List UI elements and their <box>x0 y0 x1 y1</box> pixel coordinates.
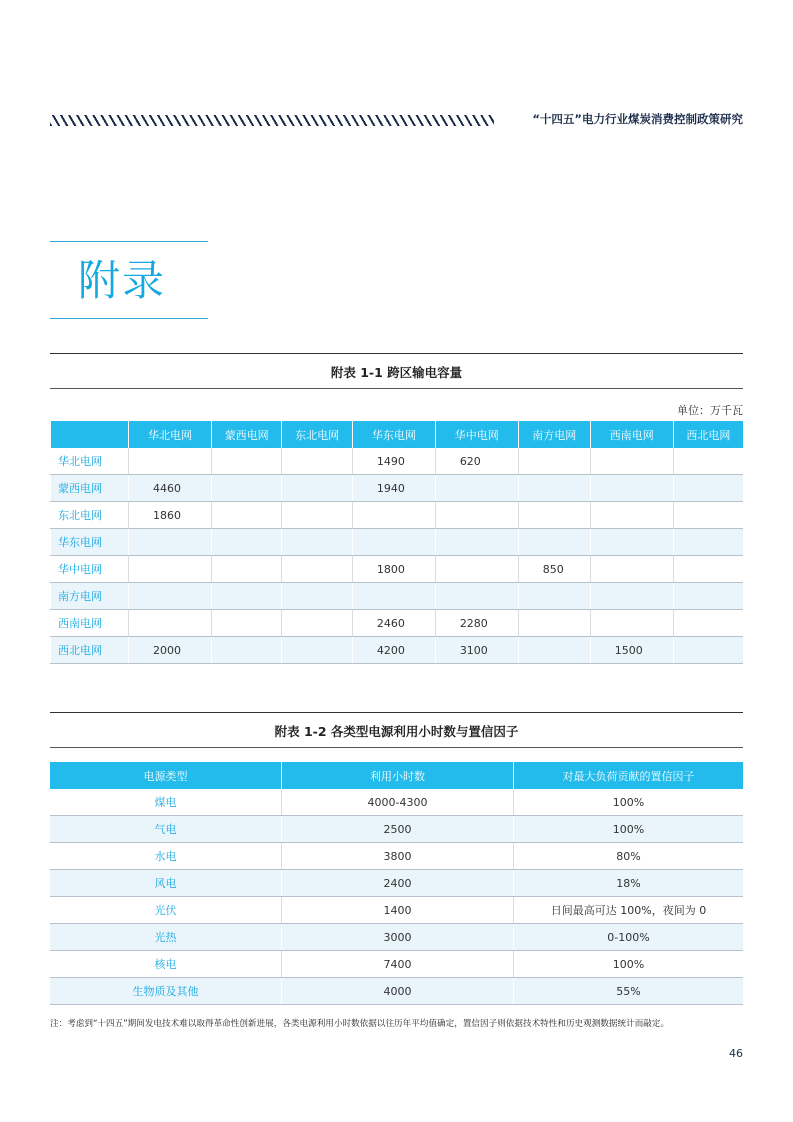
table1-cell: 1860 <box>129 502 212 529</box>
table1-cell <box>435 475 518 502</box>
table1-row-header: 华东电网 <box>51 529 129 556</box>
table1-cell: 1500 <box>590 637 673 664</box>
table1-cell <box>352 502 435 529</box>
table1-cell: 1940 <box>352 475 435 502</box>
table1-cell <box>435 556 518 583</box>
table1-col-header: 蒙西电网 <box>211 421 281 448</box>
appendix-bottom-line <box>50 318 208 319</box>
table1-row <box>51 610 744 637</box>
table2-caption-rule <box>50 747 743 748</box>
table1-row <box>51 637 744 664</box>
table1-cell <box>590 475 673 502</box>
table1-col-header: 西北电网 <box>673 421 743 448</box>
table1-caption: 附表 1-1 跨区输电容量 <box>330 365 463 380</box>
table1-cell <box>673 502 743 529</box>
transmission-capacity-table <box>50 421 743 664</box>
table1-row-header: 东北电网 <box>51 502 129 529</box>
table1-cell <box>673 610 743 637</box>
table2-header-row <box>50 762 743 789</box>
table1-header-row <box>51 421 744 448</box>
table2-cell: 4000 <box>282 978 514 1005</box>
table2-source-type: 核电 <box>50 951 282 978</box>
table2-cell: 2400 <box>282 870 514 897</box>
table1-cell <box>673 529 743 556</box>
table1-row-header: 西北电网 <box>51 637 129 664</box>
table1-row-header: 南方电网 <box>51 583 129 610</box>
table2-source-type: 气电 <box>50 816 282 843</box>
table1-cell <box>282 556 352 583</box>
table1-cell <box>282 637 352 664</box>
table2-cell: 1400 <box>282 897 514 924</box>
table1-cell <box>590 556 673 583</box>
table1-col-header: 东北电网 <box>282 421 352 448</box>
table1-cell: 2280 <box>435 610 518 637</box>
page-number: 46 <box>729 1047 743 1060</box>
table1-cell <box>282 502 352 529</box>
table1-cell <box>435 502 518 529</box>
power-source-table <box>50 762 743 1005</box>
table2-cell: 4000-4300 <box>282 789 514 816</box>
table2-cell: 3800 <box>282 843 514 870</box>
table1-col-header: 华北电网 <box>129 421 212 448</box>
table1-cell <box>590 448 673 475</box>
table2-row <box>50 870 743 897</box>
table1-col-header: 西南电网 <box>590 421 673 448</box>
table1-cell: 3100 <box>435 637 518 664</box>
table1-cell <box>129 610 212 637</box>
table1-cell <box>129 448 212 475</box>
appendix-title: 附录 <box>78 256 167 305</box>
table1-cell <box>673 583 743 610</box>
table2-cell: 日间最高可达 100%，夜间为 0 <box>514 897 744 924</box>
table1-row-header: 西南电网 <box>51 610 129 637</box>
table1-cell <box>282 529 352 556</box>
table2-cell: 0-100% <box>514 924 744 951</box>
table2-row <box>50 843 743 870</box>
table1-cell <box>211 502 281 529</box>
table1-row-header: 蒙西电网 <box>51 475 129 502</box>
table1-cell <box>129 583 212 610</box>
table1-row <box>51 583 744 610</box>
table2-row <box>50 789 743 816</box>
table1-cell <box>590 502 673 529</box>
table1-top-rule <box>50 353 743 354</box>
table2-cell: 100% <box>514 789 744 816</box>
table1-cell <box>282 448 352 475</box>
table1-cell: 1800 <box>352 556 435 583</box>
table1-cell <box>352 583 435 610</box>
table1-cell: 2460 <box>352 610 435 637</box>
table1-cell <box>282 475 352 502</box>
table1-cell <box>129 556 212 583</box>
table1-col-header: 华东电网 <box>352 421 435 448</box>
table2-cell: 55% <box>514 978 744 1005</box>
table1-cell <box>673 637 743 664</box>
table2-cell: 7400 <box>282 951 514 978</box>
table1-cell <box>518 637 590 664</box>
table2-cell: 3000 <box>282 924 514 951</box>
table1-unit: 单位：万千瓦 <box>677 404 743 417</box>
table2-row <box>50 897 743 924</box>
table1-cell <box>590 529 673 556</box>
table1-cell <box>518 448 590 475</box>
table1-cell <box>673 448 743 475</box>
table2-col-header: 对最大负荷贡献的置信因子 <box>514 762 744 789</box>
table1-row <box>51 502 744 529</box>
table1-cell <box>518 583 590 610</box>
table2-source-type: 光伏 <box>50 897 282 924</box>
table2-cell: 100% <box>514 951 744 978</box>
table1-cell: 620 <box>435 448 518 475</box>
table1-cell: 850 <box>518 556 590 583</box>
table1-col-header: 南方电网 <box>518 421 590 448</box>
table1-cell <box>590 610 673 637</box>
table1-cell <box>211 448 281 475</box>
table1-row-header: 华北电网 <box>51 448 129 475</box>
table-footnote: 注：考虑到“十四五”期间发电技术难以取得革命性创新进展，各类电源利用小时数依据以往历年平均值确定，置信因子则依据技术特性和历史观测数据统计而敲定。 <box>50 1019 670 1029</box>
table1-cell <box>518 529 590 556</box>
table1-caption-rule <box>50 388 743 389</box>
table1-cell <box>282 583 352 610</box>
table1-cell <box>435 583 518 610</box>
table1-cell <box>590 583 673 610</box>
table1-cell <box>211 475 281 502</box>
table1-cell <box>518 475 590 502</box>
table2-cell: 18% <box>514 870 744 897</box>
table2-cell: 80% <box>514 843 744 870</box>
table1-row <box>51 475 744 502</box>
table2-source-type: 煤电 <box>50 789 282 816</box>
table1-cell <box>518 610 590 637</box>
table1-row <box>51 529 744 556</box>
table1-cell: 2000 <box>129 637 212 664</box>
table2-source-type: 水电 <box>50 843 282 870</box>
table1-cell <box>352 529 435 556</box>
table1-cell <box>211 610 281 637</box>
table1-cell <box>435 529 518 556</box>
table2-source-type: 生物质及其他 <box>50 978 282 1005</box>
table1-cell <box>129 529 212 556</box>
table2-caption: 附表 1-2 各类型电源利用小时数与置信因子 <box>274 724 519 739</box>
table1-cell: 1490 <box>352 448 435 475</box>
table2-row <box>50 951 743 978</box>
table1-cell <box>518 502 590 529</box>
table1-cell <box>673 556 743 583</box>
table2-cell: 100% <box>514 816 744 843</box>
table1-cell <box>211 529 281 556</box>
table1-corner <box>51 421 129 448</box>
table1-cell <box>211 637 281 664</box>
header-hatch-decoration <box>50 115 494 126</box>
document-title: “十四五”电力行业煤炭消费控制政策研究 <box>532 112 743 126</box>
table1-cell: 4460 <box>129 475 212 502</box>
table2-source-type: 光热 <box>50 924 282 951</box>
table2-col-header: 利用小时数 <box>282 762 514 789</box>
table2-top-rule <box>50 712 743 713</box>
table1-row <box>51 556 744 583</box>
table1-cell <box>673 475 743 502</box>
appendix-top-line <box>50 241 208 242</box>
table1-cell <box>211 556 281 583</box>
table2-row <box>50 978 743 1005</box>
table2-cell: 2500 <box>282 816 514 843</box>
table1-row <box>51 448 744 475</box>
table2-source-type: 风电 <box>50 870 282 897</box>
table1-col-header: 华中电网 <box>435 421 518 448</box>
table1-row-header: 华中电网 <box>51 556 129 583</box>
table1-cell: 4200 <box>352 637 435 664</box>
table2-row <box>50 816 743 843</box>
table2-col-header: 电源类型 <box>50 762 282 789</box>
table1-cell <box>211 583 281 610</box>
table2-row <box>50 924 743 951</box>
table1-cell <box>282 610 352 637</box>
